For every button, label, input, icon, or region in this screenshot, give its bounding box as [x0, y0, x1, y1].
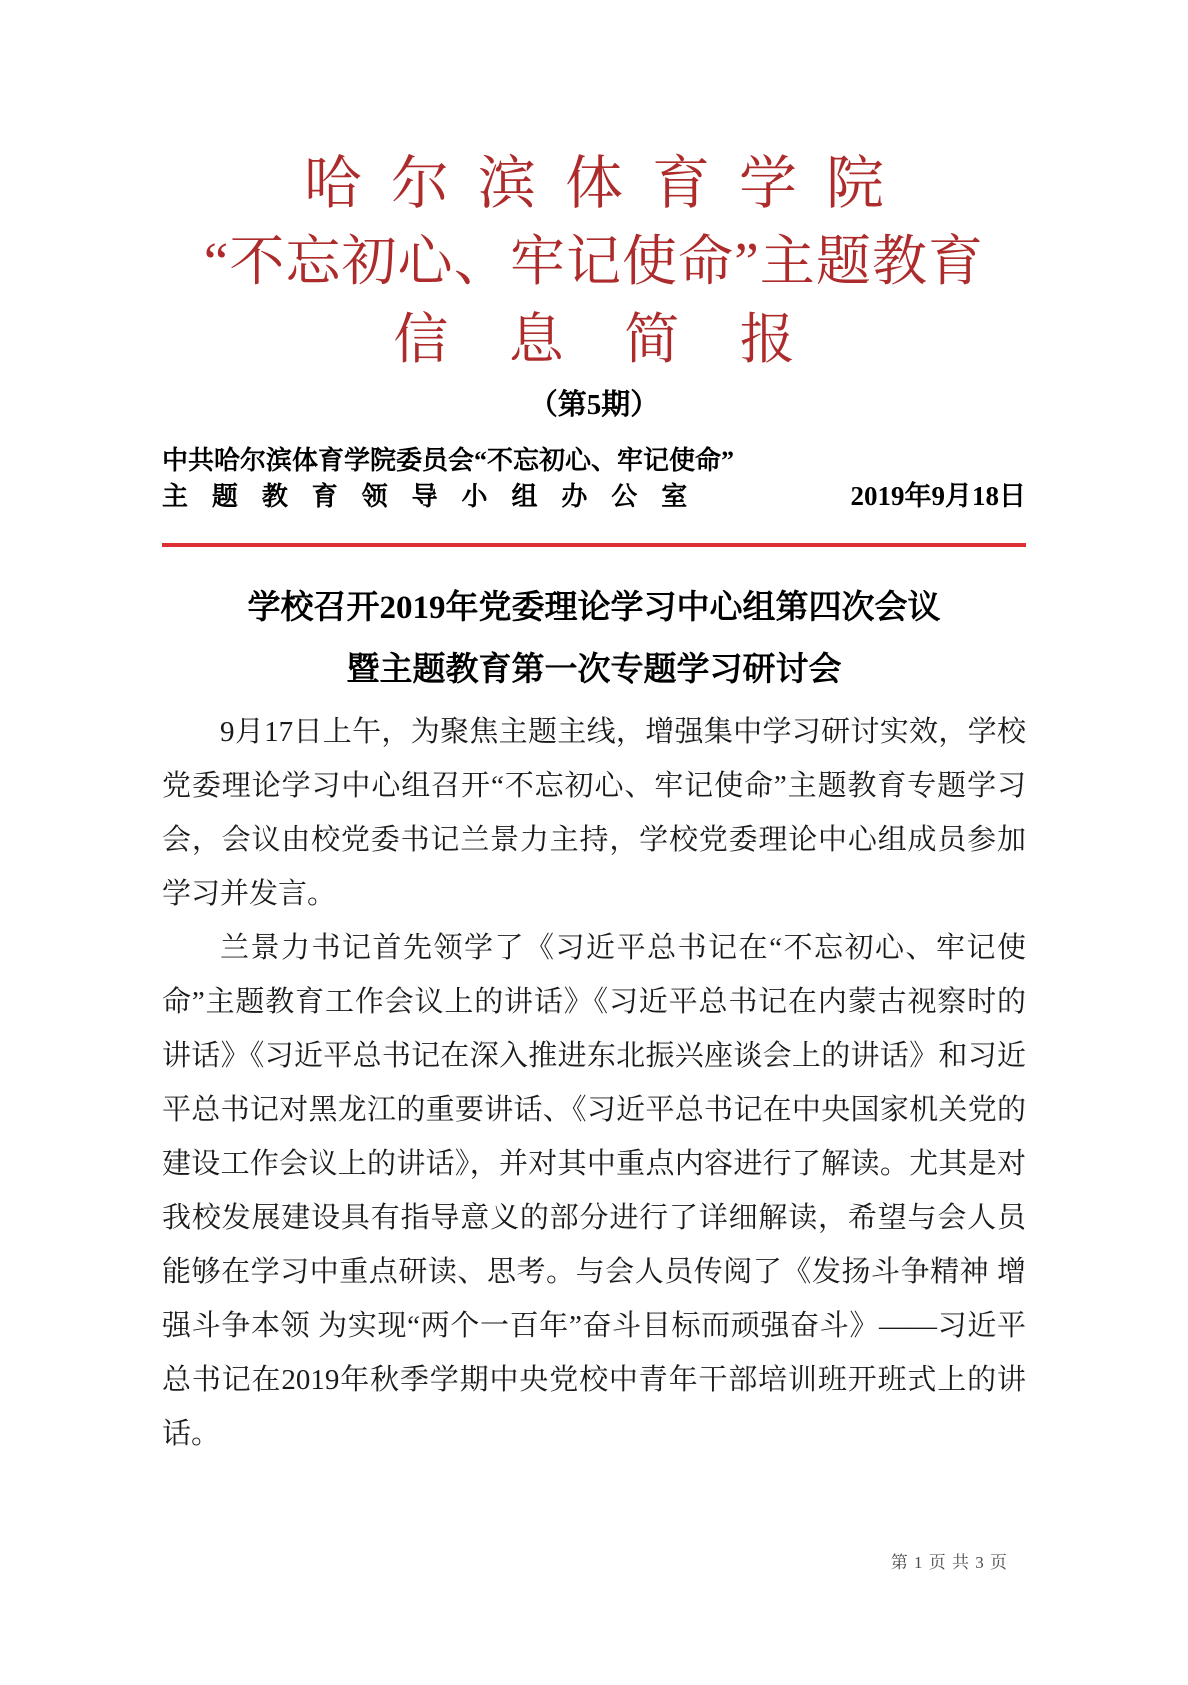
issue-date: 2019年9月18日 [850, 481, 1026, 511]
masthead-title-line2: “不忘初心、牢记使命”主题教育 [203, 231, 985, 292]
article-title-line2: 暨主题教育第一次专题学习研讨会 [346, 652, 842, 688]
masthead-title-line3: 信息简报 [393, 309, 856, 370]
article-paragraph: 兰景力书记首先领学了《习近平总书记在“不忘初心、牢记使命”主题教育工作会议上的讲话》《习近平总书记在内蒙古视察时的讲话》《习近平总书记在深入推进东北振兴座谈会上的讲话》和习近平总书记对黑龙江的重要讲话、《习近平总书记在中央国家机关党的建设工作会议上的讲话》，并对其中重点内容进行了解读。尤其是对我校发展建设具有指导意义的部分进行了详细解读，希望与会人员能够在学习中重点研读、思考。与会人员传阅了《发扬斗争精神 增强斗争本领 为实现“两个一百年”奋斗目标而顽强奋斗》——习近平总书记在2019年秋季学期中央党校中青年干部培训班开班式上的讲话。 [162, 932, 1026, 1450]
masthead-title-line1: 哈尔滨体育学院 [303, 151, 913, 216]
issuing-org-row [162, 480, 1026, 513]
article [162, 587, 1026, 1461]
article-body [162, 705, 1026, 1461]
masthead-divider-rule [162, 543, 1026, 547]
page-content [162, 0, 1026, 1461]
issuing-org-line1: 中共哈尔滨体育学院委员会“不忘初心、牢记使命” [162, 446, 735, 475]
article-paragraph: 9月17日上午，为聚焦主题主线，增强集中学习研讨实效，学校党委理论学习中心组召开“不忘初心、牢记使命”主题教育专题学习会，会议由校党委书记兰景力主持，学校党委理论中心组成员参加学习并发言。 [162, 716, 1026, 910]
issuing-org-block [162, 445, 1026, 513]
article-title-line1: 学校召开2019年党委理论学习中心组第四次会议 [247, 590, 941, 626]
page-number-indicator: 第 1 页 共 3 页 [890, 1553, 1008, 1572]
issuing-org-line2: 主题教育领导小组办公室 [162, 482, 712, 511]
issue-number: （第5期） [528, 389, 660, 421]
masthead [162, 0, 1026, 423]
